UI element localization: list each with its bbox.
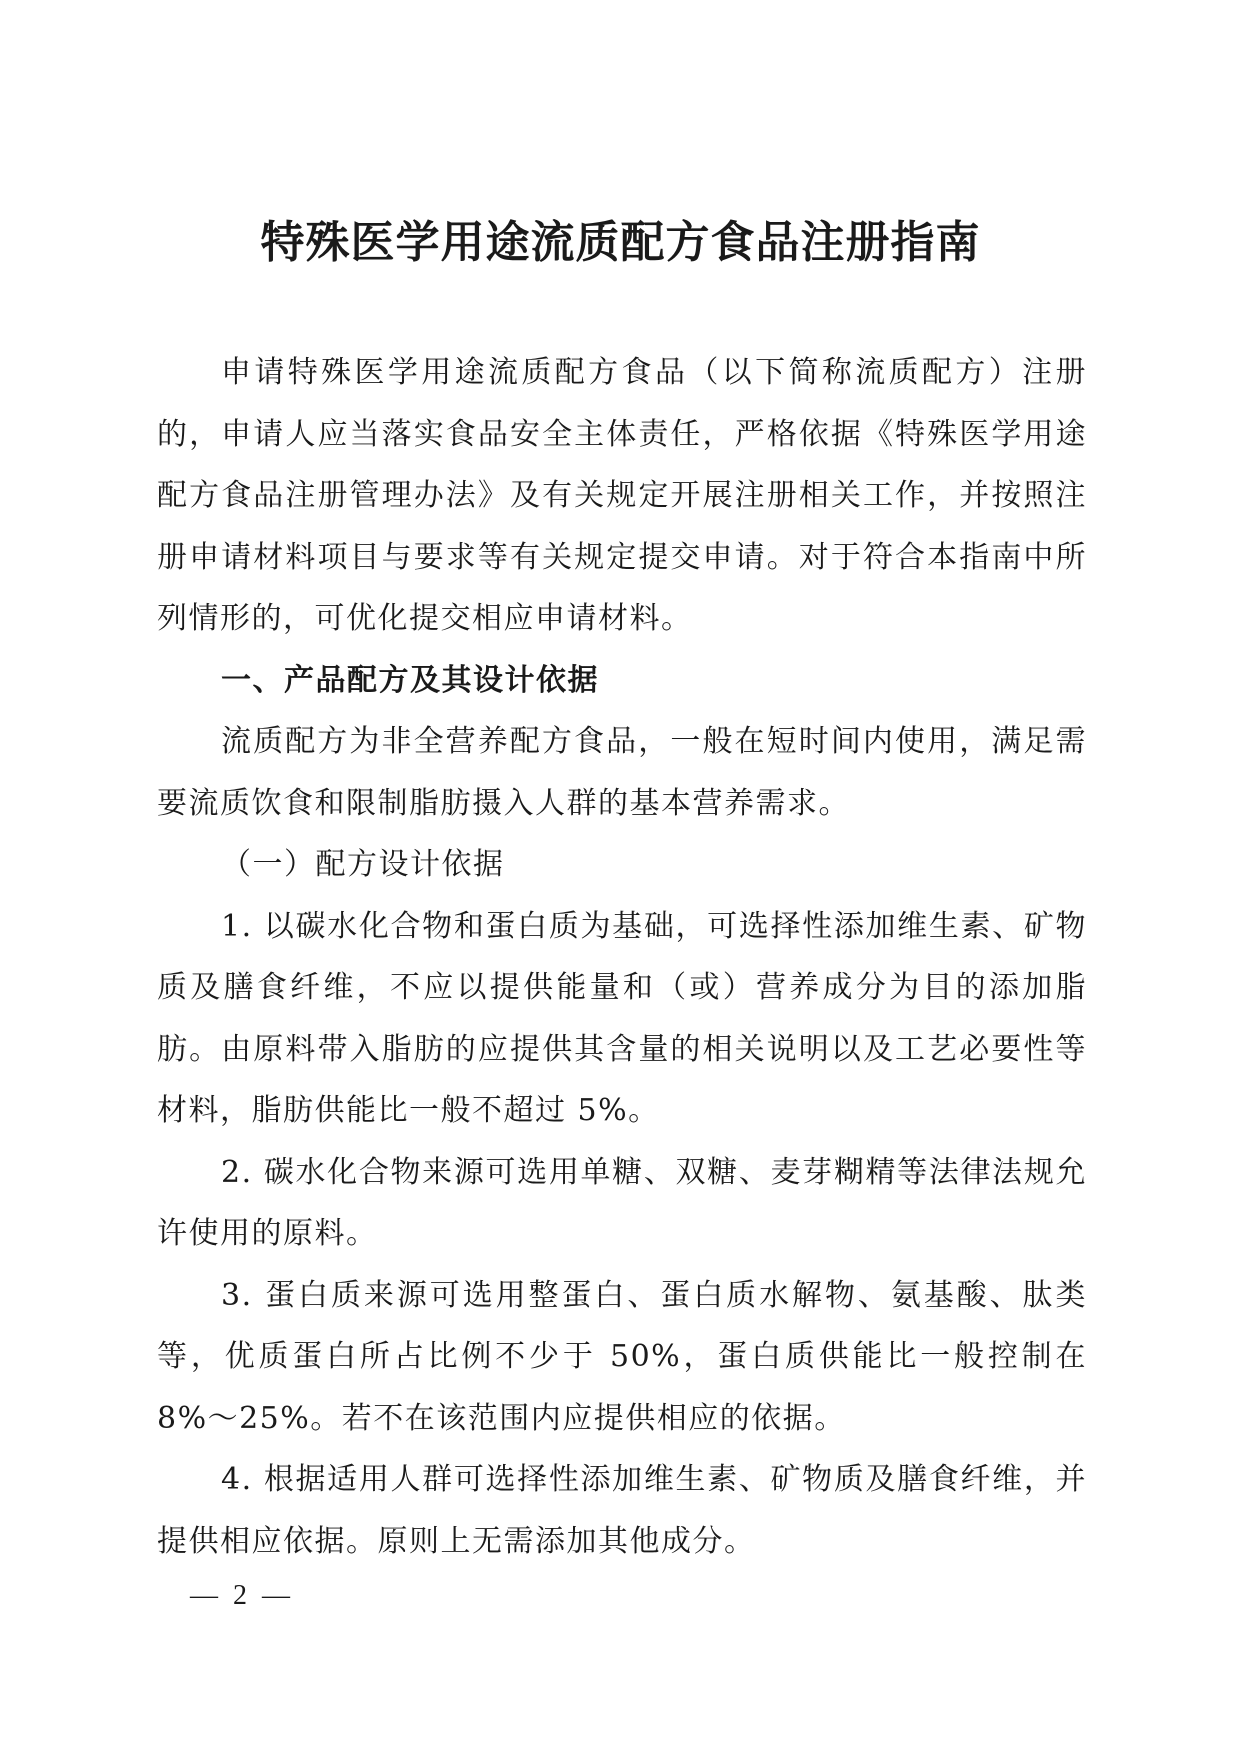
- intro-paragraph: 申请特殊医学用途流质配方食品（以下简称流质配方）注册的，申请人应当落实食品安全主体责任，严格依据《特殊医学用途配方食品注册管理办法》及有关规定开展注册相关工作，并按照注册申请材料项目与要求等有关规定提交申请。对于符合本指南中所列情形的，可优化提交相应申请材料。: [157, 355, 1087, 636]
- page-number: — 2 —: [190, 1580, 294, 1611]
- list-item-1: 1. 以碳水化合物和蛋白质为基础，可选择性添加维生素、矿物质及膳食纤维，不应以提供能量和（或）营养成分为目的添加脂肪。由原料带入脂肪的应提供其含量的相关说明以及工艺必要性等材料，脂肪供能比一般不超过 5%。: [157, 908, 1087, 1128]
- list-item-3: 3. 蛋白质来源可选用整蛋白、蛋白质水解物、氨基酸、肽类等，优质蛋白所占比例不少于 50%，蛋白质供能比一般控制在 8%～25%。若不在该范围内应提供相应的依据。: [157, 1277, 1087, 1436]
- section-heading-1: 一、产品配方及其设计依据: [221, 662, 599, 698]
- document-title: 特殊医学用途流质配方食品注册指南: [260, 217, 981, 268]
- document-body: [157, 342, 1087, 1572]
- list-item-4: 4. 根据适用人群可选择性添加维生素、矿物质及膳食纤维，并提供相应依据。原则上无需添加其他成分。: [157, 1462, 1087, 1559]
- section-1-paragraph: 流质配方为非全营养配方食品，一般在短时间内使用，满足需要流质饮食和限制脂肪摄入人群的基本营养需求。: [157, 724, 1087, 821]
- list-item-2: 2. 碳水化合物来源可选用单糖、双糖、麦芽糊精等法律法规允许使用的原料。: [157, 1154, 1087, 1251]
- subsection-heading-1: （一）配方设计依据: [221, 847, 505, 882]
